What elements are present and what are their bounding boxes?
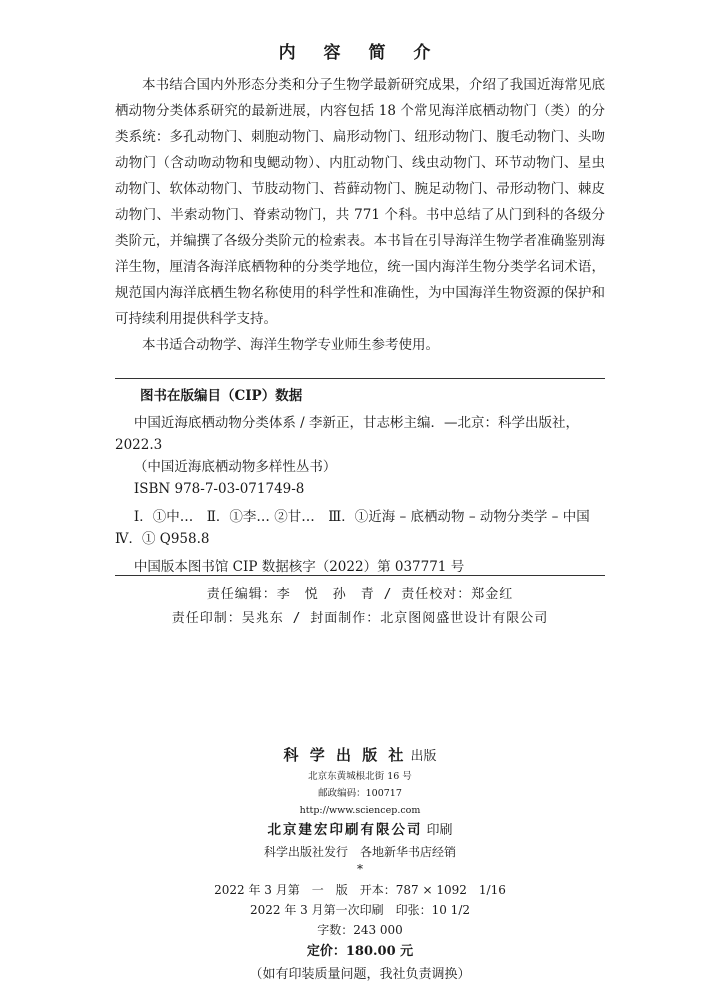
summary-title: 内 容 简 介 xyxy=(278,43,442,63)
divider-bottom xyxy=(115,575,605,576)
cip-classification: Ⅰ．①中… Ⅱ．①李… ②甘… Ⅲ．①近海 – 底栖动物 – 动物分类学 – 中国 Ⅳ．① Q958.8 xyxy=(115,509,604,547)
cip-title: 图书在版编目（CIP）数据 xyxy=(140,388,303,404)
printer-name: 北京建宏印刷有限公司 xyxy=(267,822,423,838)
cip-record xyxy=(115,412,605,578)
summary-body xyxy=(115,72,605,358)
printing-line: 2022 年 3 月第一次印刷 印张：10 1/2 xyxy=(249,903,470,917)
separator-star: * xyxy=(357,862,363,876)
printer-line xyxy=(0,819,720,842)
cip-isbn: ISBN 978-7-03-071749-8 xyxy=(133,481,305,497)
quality-notice: （如有印装质量问题，我社负责调换） xyxy=(249,967,471,982)
editor-line: 责任编辑：李 悦 孙 青 / 责任校对：郑金红 xyxy=(206,587,514,602)
publisher-line xyxy=(0,744,720,768)
cip-verify-number: 中国版本图书馆 CIP 数据核字（2022）第 037771 号 xyxy=(133,559,465,575)
summary-paragraph: 本书结合国内外形态分类和分子生物学最新研究成果，介绍了我国近海常见底栖动物分类体系研究的最新进展，内容包括 18 个常见海洋底栖动物门（类）的分类系统：多孔动物门、刺胞动物门、扁形动物门、纽形动物门、腹毛动物门、头吻动物门（含动吻动物和曳鳃动物）、内肛动物门、线虫动物门、环节动物门、星虫动物门、软体动物门、节肢动物门、苔藓动物门、腕足动物门、帚形动物门、棘皮动物门、半索动物门、脊索动物门，共 771 个科。书中总结了从门到科的各级分类阶元，并编撰了各级分类阶元的检索表。本书旨在引导海洋生物学者准确鉴别海洋生物，厘清各海洋底栖物种的分类学地位，统一国内海洋生物分类学名词术语，规范国内海洋底栖生物名称使用的科学性和准确性，为中国海洋生物资源的保护和可持续利用提供科学支持。 xyxy=(115,77,605,327)
wordcount-line: 字数：243 000 xyxy=(317,923,403,937)
cip-series-line: （中国近海底栖动物多样性丛书） xyxy=(133,459,337,475)
divider-top xyxy=(115,378,605,379)
editor-line: 责任印制：吴兆东 / 封面制作：北京图阅盛世设计有限公司 xyxy=(171,611,549,626)
distribution-line: 科学出版社发行 各地新华书店经销 xyxy=(263,845,456,859)
publisher-address: 北京东黄城根北街 16 号 xyxy=(308,771,412,782)
publisher-url: http://www.sciencep.com xyxy=(299,805,421,816)
publisher-suffix: 出版 xyxy=(410,749,437,764)
editor-credits xyxy=(0,583,720,631)
summary-paragraph: 本书适合动物学、海洋生物学专业师生参考使用。 xyxy=(142,337,439,353)
price-line: 定价：180.00 元 xyxy=(306,944,414,959)
publisher-postcode: 邮政编码：100717 xyxy=(318,788,402,799)
edition-line: 2022 年 3 月第 一 版 开本：787 × 1092 1/16 xyxy=(214,883,506,897)
printer-suffix: 印刷 xyxy=(426,823,453,838)
cip-title-line: 中国近海底栖动物分类体系 / 李新正，甘志彬主编．—北京：科学出版社，2022.3 xyxy=(115,415,580,453)
publisher-name: 科 学 出 版 社 xyxy=(283,746,407,764)
publisher-block xyxy=(0,744,720,986)
